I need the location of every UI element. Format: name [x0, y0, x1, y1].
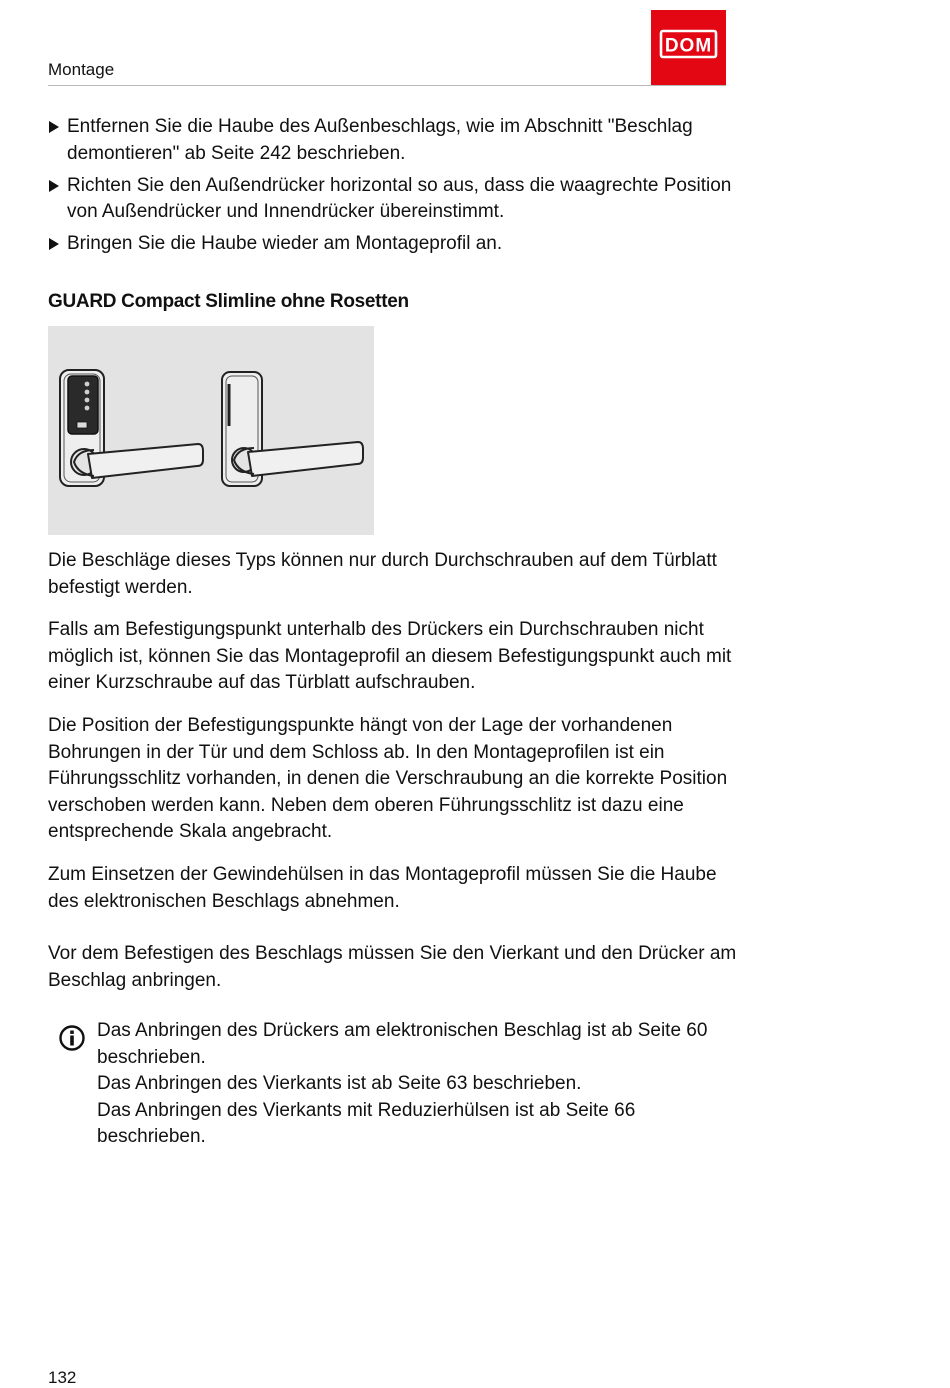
instruction-step: Richten Sie den Außendrücker horizontal so aus, dass die waagrechte Position von Außendrücker und Innendrücker übereinstimmt. [48, 173, 738, 226]
header-divider [48, 85, 726, 86]
door-handle-with-keypad-icon [60, 370, 203, 486]
info-note-line: Das Anbringen des Drückers am elektronischen Beschlag ist ab Seite 60 beschrieben. [97, 1020, 708, 1068]
info-note-line: Das Anbringen des Vierkants ist ab Seite 63 beschrieben. [97, 1073, 582, 1095]
svg-text:DOM: DOM [664, 35, 713, 57]
instruction-step: Bringen Sie die Haube wieder am Montageprofil an. [48, 231, 738, 258]
door-handle-illustration [48, 326, 374, 535]
info-icon [58, 1024, 86, 1052]
instruction-steps [48, 114, 738, 263]
body-paragraph: Die Beschläge dieses Typs können nur durch Durchschrauben auf dem Türblatt befestigt werden. [48, 550, 717, 598]
body-paragraph: Vor dem Befestigen des Beschlags müssen Sie den Vierkant und den Drücker am Beschlag anbringen. [48, 943, 737, 991]
step-arrow-icon [49, 238, 59, 250]
page-header-title: Montage [48, 60, 115, 79]
info-note [97, 1018, 737, 1151]
body-paragraph: Die Position der Befestigungspunkte hängt von der Lage der vorhandenen Bohrungen in der Tür und dem Schloss ab. In den Montageprofilen ist ein Führungsschlitz vorhanden, in denen die Verschraubung an die korrekte Position verschoben werden kann. Neben dem oberen Führungsschlitz ist dazu eine entsprechende Skala angebracht. [48, 715, 728, 843]
info-note-line: Das Anbringen des Vierkants mit Reduzierhülsen ist ab Seite 66 beschrieben. [97, 1099, 636, 1148]
step-arrow-icon [49, 180, 59, 192]
body-paragraph: Zum Einsetzen der Gewindehülsen in das Montageprofil müssen Sie die Haube des elektronischen Beschlags abnehmen. [48, 864, 717, 912]
door-handle-without-keypad-icon [222, 372, 363, 486]
dom-logo [651, 10, 726, 85]
body-paragraph: Falls am Befestigungspunkt unterhalb des Drückers ein Durchschrauben nicht möglich ist, können Sie das Montageprofil an diesem Befestigungspunkt auch mit einer Kurzschraube auf das Türblatt aufschrauben. [48, 619, 732, 694]
section-heading: GUARD Compact Slimline ohne Rosetten [48, 291, 409, 312]
step-arrow-icon [49, 121, 59, 133]
page-number: 132 [48, 1368, 77, 1387]
instruction-step: Entfernen Sie die Haube des Außenbeschlags, wie im Abschnitt "Beschlag demontieren" ab Seite 242 beschrieben. [48, 114, 738, 167]
